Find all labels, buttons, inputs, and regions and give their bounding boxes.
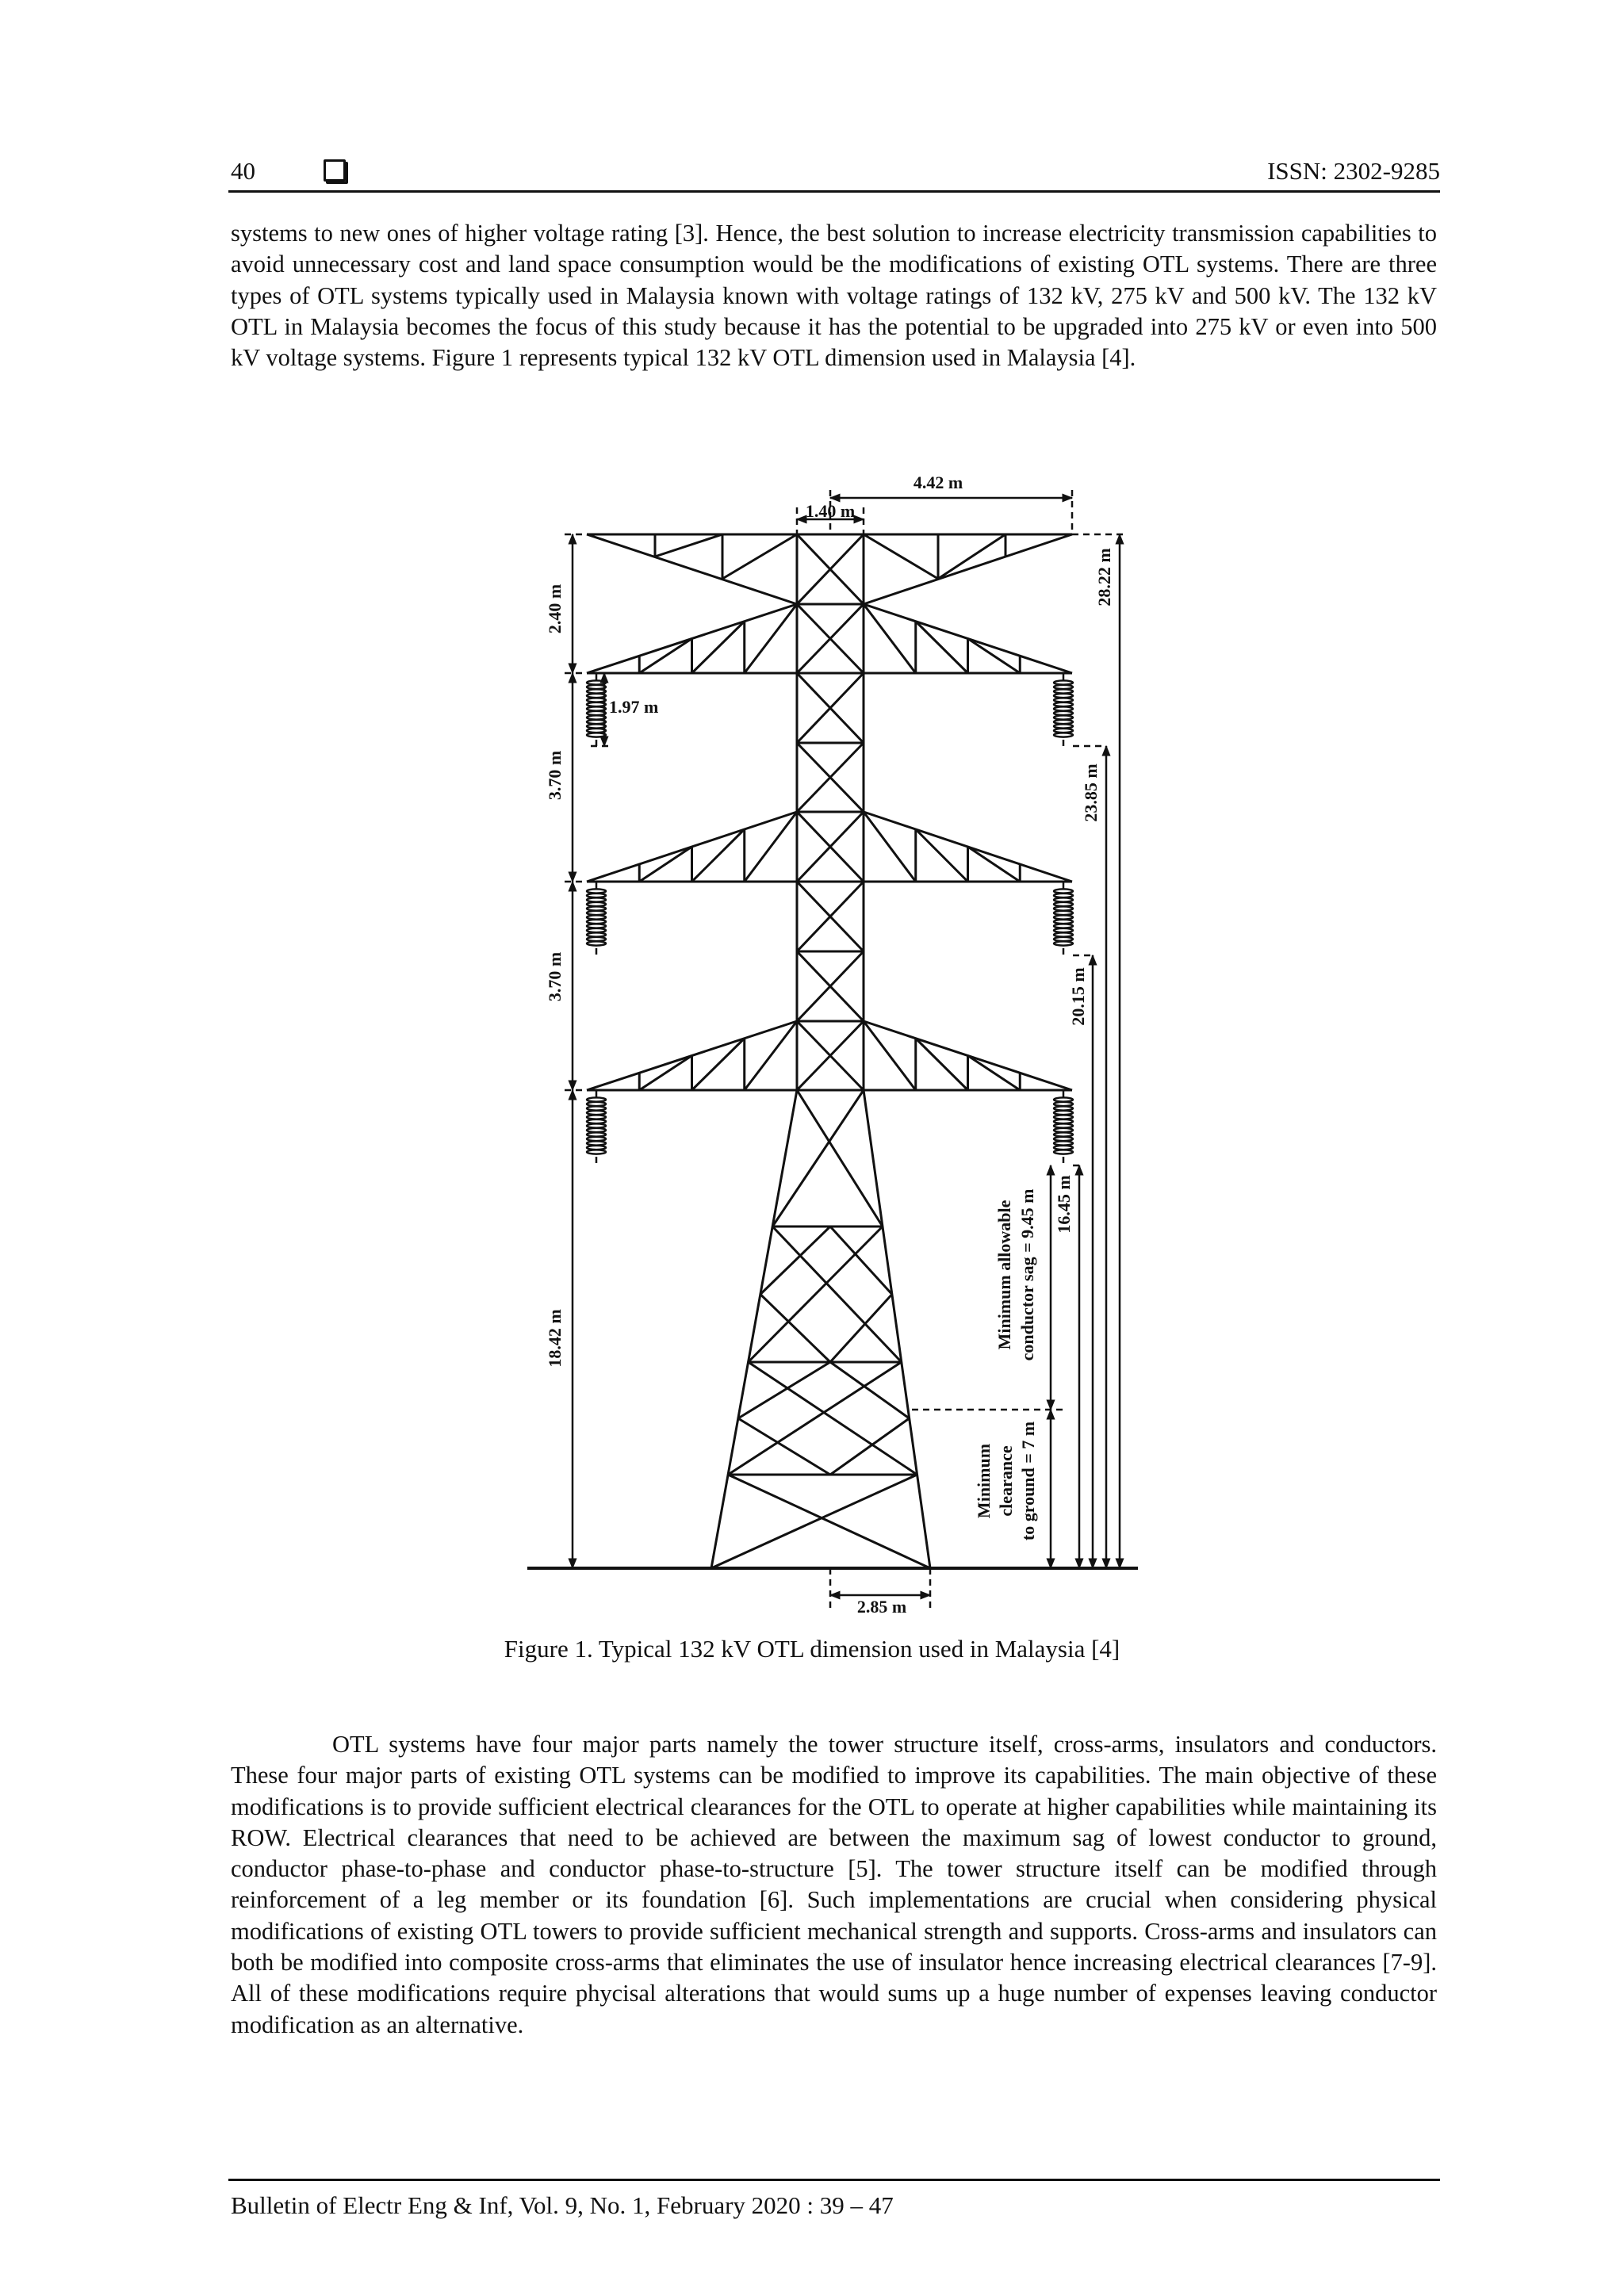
crossarm-diag xyxy=(745,1021,797,1090)
insulator-disc xyxy=(1054,733,1073,737)
leg-brace xyxy=(728,1475,930,1568)
leg-brace xyxy=(749,1362,917,1475)
label-clearance-line3: to ground = 7 m xyxy=(1018,1421,1038,1541)
crossarm-diag xyxy=(968,1056,1021,1091)
label-1-97m: 1.97 m xyxy=(609,697,659,717)
leg-diamond xyxy=(738,1418,830,1475)
label-18-42m: 18.42 m xyxy=(545,1309,565,1368)
crossarm-diag xyxy=(745,812,797,882)
leg-brace xyxy=(797,1090,883,1226)
crossarm-diag xyxy=(968,639,1021,674)
crossarm-diag xyxy=(639,1056,691,1091)
tower-leg-left xyxy=(711,1090,797,1568)
label-sag-line1: Minimum allowable xyxy=(994,1200,1014,1350)
peak-diag xyxy=(938,534,1005,579)
paragraph-body: OTL systems have four major parts namely the tower structure itself, cross-arms, insulators and conductors. These four major parts of existing OTL systems can be modified to improve its capabilities. The main objective of these modifications is to provide sufficient electrical clearances for the OTL to operate at higher capabilities while maintaining its ROW. Electrical clearances that need to be achieved are between the maximum sag of lowest conductor to ground, conductor phase-to-phase and conductor phase-to-structure [5]. The tower structure itself can be modified through reinforcement of a leg member or its foundation [6]. Such implementations are crucial when considering physical modifications of existing OTL towers to provide sufficient mechanical strength and supports. Cross-arms and insulators can both be modified into composite cross-arms that eliminates the use of insulator hence increasing electrical clearances [7-9]. All of these modifications require phycisal alterations that would sums up a huge number of expenses leaving conductor modification as an alternative. xyxy=(231,1731,1437,2038)
issn-label: ISSN: 2302-9285 xyxy=(1267,157,1440,185)
peak-diag xyxy=(722,534,797,579)
peak-diag xyxy=(655,534,722,557)
peak-diag xyxy=(864,534,938,579)
footer-citation: Bulletin of Electr Eng & Inf, Vol. 9, No. 1, February 2020 : 39 – 47 xyxy=(231,2191,894,2219)
figure-caption: Figure 1. Typical 132 kV OTL dimension used in Malaysia [4] xyxy=(504,1635,1120,1663)
label-3-70m-upper: 3.70 m xyxy=(545,750,565,801)
label-4-42m: 4.42 m xyxy=(913,473,963,492)
crossarm-diag xyxy=(639,639,691,674)
insulator-disc xyxy=(1054,941,1073,945)
insulator-disc xyxy=(587,1150,606,1154)
crossarm-diag xyxy=(864,812,916,882)
crossarm-diag xyxy=(639,847,691,882)
label-2-85m: 2.85 m xyxy=(856,1597,907,1617)
label-28-22m: 28.22 m xyxy=(1094,548,1114,607)
label-23-85m: 23.85 m xyxy=(1081,763,1101,822)
crossarm-diag xyxy=(968,847,1021,882)
leg-brace xyxy=(772,1226,902,1362)
leg-brace xyxy=(728,1362,902,1475)
label-16-45m: 16.45 m xyxy=(1054,1175,1074,1234)
leg-diamond xyxy=(830,1418,910,1475)
leg-diamond xyxy=(760,1295,830,1363)
paragraph-intro: systems to new ones of higher voltage rating [3]. Hence, the best solution to increase electricity transmission capabilities to avoid unnecessary cost and land space consumption would be the modifications of existing OTL systems. There are three types of OTL systems typically used in Malaysia known with voltage ratings of 132 kV, 275 kV and 500 kV. The 132 kV OTL in Malaysia becomes the focus of this study because it has the potential to be upgraded into 275 kV or even into 500 kV voltage systems. Figure 1 represents typical 132 kV OTL dimension used in Malaysia [4]. xyxy=(231,220,1437,372)
label-3-70m-middle: 3.70 m xyxy=(545,951,565,1002)
page-number: 40 xyxy=(231,157,255,185)
leg-brace xyxy=(772,1090,864,1226)
leg-brace xyxy=(711,1475,917,1568)
leg-diamond xyxy=(830,1295,892,1363)
leg-diamond xyxy=(830,1362,910,1418)
insulator-disc xyxy=(587,733,606,737)
tower-leg-right xyxy=(864,1090,930,1568)
leg-diamond xyxy=(830,1226,892,1295)
footer-rule xyxy=(228,2179,1440,2181)
crossarm-diag xyxy=(864,1021,916,1090)
label-clearance-line1: Minimum xyxy=(974,1443,994,1519)
dimension-lines xyxy=(565,490,1126,1609)
label-20-15m: 20.15 m xyxy=(1068,967,1088,1026)
tower-structure xyxy=(527,534,1138,1568)
insulator-disc xyxy=(587,941,606,945)
crossarm-diag xyxy=(864,604,916,673)
crossarm-diag xyxy=(745,604,797,673)
label-sag-line2: conductor sag = 9.45 m xyxy=(1017,1188,1037,1361)
insulator-disc xyxy=(1054,1150,1073,1154)
label-clearance-line2: clearance xyxy=(996,1445,1016,1517)
peak-arm-right-lower xyxy=(864,534,1072,604)
leg-diamond xyxy=(738,1362,830,1418)
label-1-40m: 1.40 m xyxy=(805,501,856,521)
label-2-40m: 2.40 m xyxy=(545,584,565,634)
